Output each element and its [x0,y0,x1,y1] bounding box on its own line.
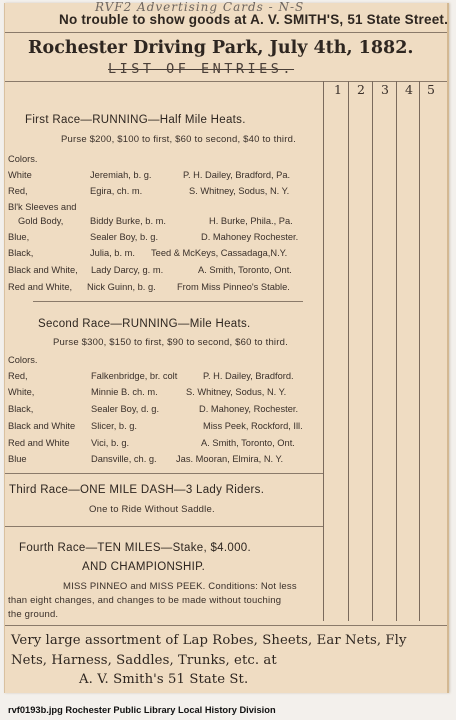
entry-horse: Vici, b. g. [91,438,130,448]
race4-heading: Fourth Race—TEN MILES—Stake, $4.000. [19,542,251,554]
page-title: Rochester Driving Park, July 4th, 1882. [28,38,414,58]
entry-color: Black, [8,248,34,258]
entry-color: Black, [8,404,34,414]
entry-color: Blue [8,454,27,464]
race2-purse: Purse $300, $150 to first, $90 to second, $60 to third. [53,337,288,348]
entry-owner: S. Whitney, Sodus, N. Y. [189,186,290,196]
entry-horse: Lady Darcy, g. m. [91,265,164,275]
entry-owner: A. Smith, Toronto, Ont. [201,438,295,448]
entry-horse: Dansville, ch. g. [91,454,157,464]
entry-color: Red, [8,186,28,196]
race1-heading: First Race—RUNNING—Half Mile Heats. [25,114,246,126]
entry-color: Red and White, [8,282,73,292]
entry-color: Bl'k Sleeves and [8,202,77,212]
entry-color: White, [8,387,35,397]
handwritten-note: RVF2 Advertising Cards - N-S [95,0,305,14]
entry-owner: P. H. Dailey, Bradford, Pa. [183,170,291,180]
column-number: 5 [427,82,435,97]
entry-owner: From Miss Pinneo's Stable. [177,282,290,292]
entry-color: Gold Body, [18,216,64,226]
footer-ad-line: Nets, Harness, Saddles, Trunks, etc. at [11,653,277,668]
entry-color: Black and White, [8,265,78,275]
image-caption: rvf0193b.jpg Rochester Public Library Local History Division [8,705,276,715]
race4-conditions: MISS PINNEO and MISS PEEK. Conditions: Not less [63,581,297,592]
entry-horse: Slicer, b. g. [91,421,137,431]
footer-ad-line: Very large assortment of Lap Robes, Sheets, Ear Nets, Fly [11,633,407,648]
entry-horse: Falkenbridge, br. colt [91,371,178,381]
column-line [372,81,373,621]
column-line [396,81,397,621]
column-number: 3 [381,82,389,97]
entry-owner: H. Burke, Phila., Pa. [209,216,293,226]
entry-horse: Jeremiah, b. g. [90,170,152,180]
section-divider [33,301,303,302]
entry-owner: P. H. Dailey, Bradford. [203,371,294,381]
race3-heading: Third Race—ONE MILE DASH—3 Lady Riders. [9,484,265,496]
column-line [348,81,349,621]
entry-horse: Biddy Burke, b. m. [90,216,166,226]
race4-conditions: the ground. [8,609,59,620]
footer-ad-line: A. V. Smith's 51 State St. [79,672,249,687]
program-card [4,0,449,693]
entry-color: Red and White [8,438,70,448]
section-divider [5,526,323,527]
race4-conditions: than eight changes, and changes to be made without touching [8,595,282,606]
column-number: 4 [405,82,413,97]
entry-horse: Minnie B. ch. m. [91,387,158,397]
entry-owner: Jas. Mooran, Elmira, N. Y. [176,454,284,464]
entry-horse: Julia, b. m. [90,248,135,258]
page-subtitle: LIST OF ENTRIES. [108,61,295,77]
entry-horse: Nick Guinn, b. g. [87,282,156,292]
race2-colors-label: Colors. [8,355,38,365]
section-divider [5,473,323,474]
entry-owner: D. Mahoney, Rochester. [199,404,299,414]
race4-subheading: AND CHAMPIONSHIP. [82,561,206,573]
divider [5,32,447,33]
race1-purse: Purse $200, $100 to first, $60 to second, $40 to third. [61,134,296,145]
entry-owner: Miss Peek, Rockford, Ill. [203,421,303,431]
entry-color: White [8,170,32,180]
entry-horse: Sealer Boy, d. g. [91,404,160,414]
race1-colors-label: Colors. [8,154,38,164]
entry-color: Black and White [8,421,76,431]
column-line [419,81,420,621]
divider [5,625,447,626]
entry-horse: Sealer Boy, b. g. [90,232,159,242]
entry-color: Red, [8,371,28,381]
entry-owner: D. Mahoney Rochester. [201,232,299,242]
column-line [323,81,324,621]
column-number: 2 [357,82,365,97]
entry-color: Blue, [8,232,30,242]
entry-owner: A. Smith, Toronto, Ont. [198,265,292,275]
race3-note: One to Ride Without Saddle. [89,504,215,515]
entry-owner: S. Whitney, Sodus, N. Y. [186,387,287,397]
column-number: 1 [334,82,342,97]
top-advertisement: No trouble to show goods at A. V. SMITH'S, 51 State Street. [59,12,449,27]
entry-owner: Teed & McKeys, Cassadaga,N.Y. [151,248,288,258]
race2-heading: Second Race—RUNNING—Mile Heats. [38,318,251,330]
entry-horse: Egira, ch. m. [90,186,143,196]
